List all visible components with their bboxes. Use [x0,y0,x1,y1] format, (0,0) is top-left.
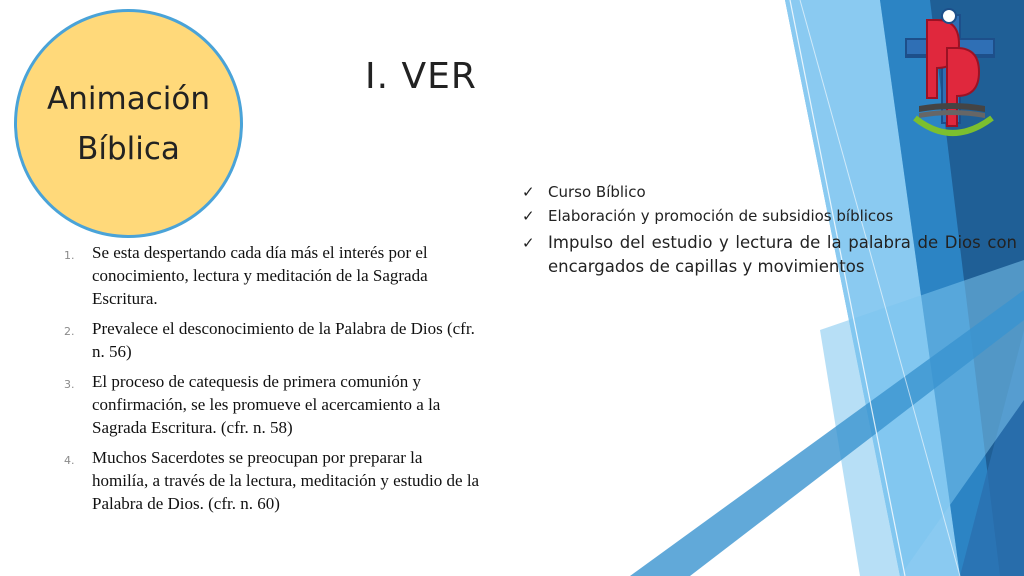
diocese-logo [897,8,1007,148]
list-item: 4. Muchos Sacerdotes se preocupan por preparar la homilía, a través de la lectura, meditación y estudio de la Palabra de Dios. (cfr. n. 60) [64,448,480,513]
right-checklist [522,180,1017,279]
check-icon: ✓ [522,183,535,201]
slide-title: I. VER [365,56,477,97]
checklist-item: ✓ Elaboración y promoción de subsidios bíblicos [522,204,1017,228]
left-numbered-list [50,241,480,522]
topic-circle [14,9,243,238]
check-icon: ✓ [522,234,535,252]
check-icon: ✓ [522,207,535,225]
checklist-item: ✓ Impulso del estudio y lectura de la palabra de Dios con encargados de capillas y movimientos [522,233,1017,276]
list-item: 2. Prevalece el desconocimiento de la Palabra de Dios (cfr. n. 56) [64,319,475,361]
list-item: 1. Se esta despertando cada día más el interés por el conocimiento, lectura y meditación de la Sagrada Escritura. [64,243,428,308]
checklist-item: ✓ Curso Bíblico [522,180,1017,204]
list-item: 3. El proceso de catequesis de primera comunión y confirmación, se les promueve el acercamiento a la Sagrada Escritura. (cfr. n. 58) [64,372,441,437]
circle-line-2: Bíblica [77,130,180,167]
circle-line-1: Animación [47,80,210,117]
